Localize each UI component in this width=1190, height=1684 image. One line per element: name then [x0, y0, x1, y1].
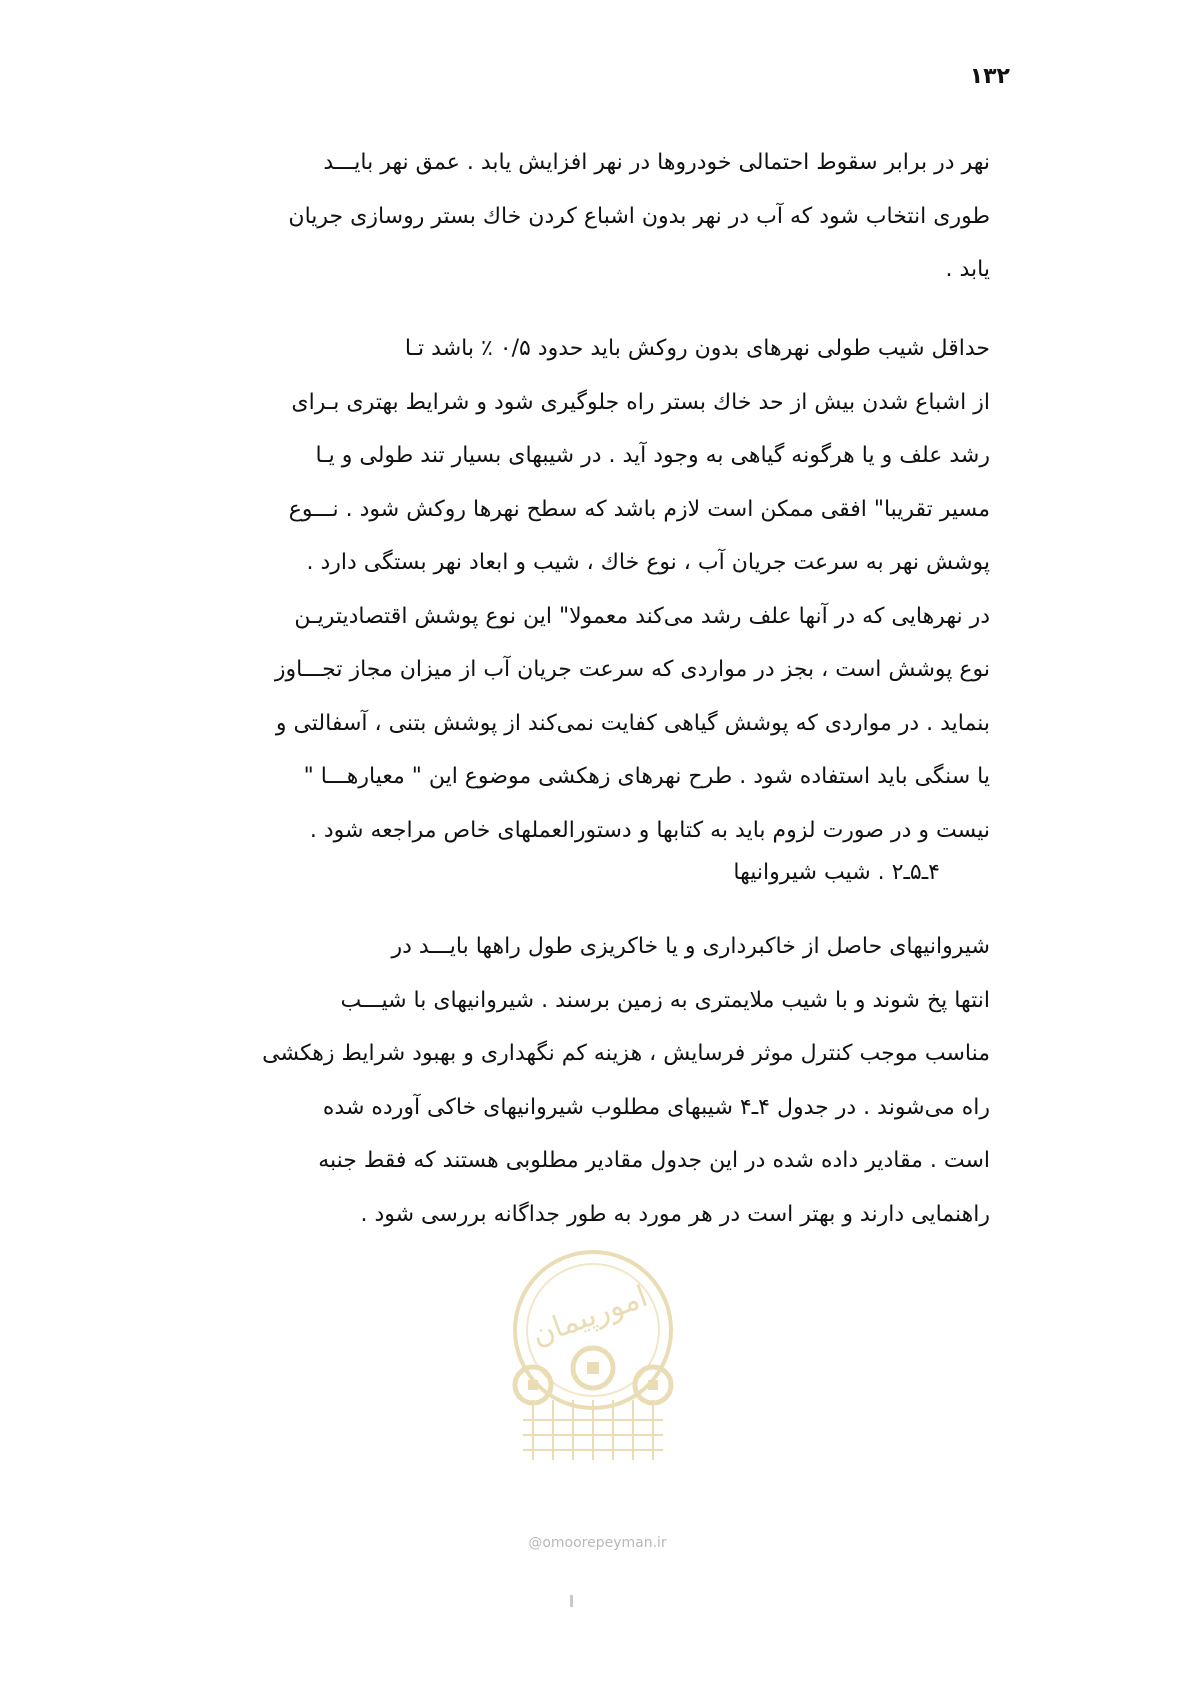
text-line: پوشش نهر به سرعت جریان آب ، نوع خاك ، شیب و ابعاد نهر بستگی دارد . [306, 550, 990, 575]
text-line: راهنمایی دارند و بهتر است در هر مورد به طور جداگانه بررسی شود . [360, 1201, 990, 1227]
text-line: شیروانیهای حاصل از خاکبرداری و یا خاکریزی طول راهها بایـــد در [391, 934, 990, 959]
text-line: نیست و در صورت لزوم باید به کتابها و دستورالعملهای خاص مراجعه شود . [309, 817, 990, 843]
paragraph-3 [190, 920, 990, 1241]
paragraph-2 [190, 322, 990, 857]
text-line: مسیر تقریبا" افقی ممکن است لازم باشد که سطح نهرها روکش شود . نـــوع [288, 496, 990, 522]
text-line: بنماید . در مواردی که پوشش گیاهی کفایت نمی‌کند از پوشش بتنی ، آسفالتی و [275, 710, 990, 736]
text-line: یابد . [945, 257, 990, 282]
text-line: نوع پوشش است ، بجز در مواردی که سرعت جریان آب از میزان مجاز تجـــاوز [274, 657, 990, 682]
text-line: رشد علف و یا هرگونه گیاهی به وجود آید . در شیبهای بسیار تند طولی و یـا [315, 443, 990, 468]
logo-icon [493, 1250, 693, 1470]
watermark-site: @omoorepeyman.ir [528, 1535, 667, 1551]
text-line: نهر در برابر سقوط احتمالی خودروها در نهر افزایش یابد . عمق نهر بایـــد [323, 150, 990, 175]
text-line: از اشباع شدن بیش از حد خاك بستر راه جلوگیری شود و شرایط بهتری بـرای [291, 389, 990, 415]
paragraph-1 [190, 136, 990, 297]
text-line: انتها پخ شوند و با شیب ملایمتری به زمین برسند . شیروانیهای با شیـــب [340, 987, 990, 1013]
text-line: حداقل شیب طولی نهرهای بدون روکش باید حدود ۰/۵ ٪ باشد تـا [404, 336, 990, 361]
watermark-logo [493, 1250, 693, 1470]
text-line: یا سنگی باید استفاده شود . طرح نهرهای زهکشی موضوع این " معیارهـــا " [303, 764, 990, 789]
text-line: مناسب موجب کنترل موثر فرسایش ، هزینه کم نگهداری و بهبود شرایط زهکشی [262, 1041, 990, 1066]
section-heading: ۴ـ۵ـ۲ . شیب شیروانیها [733, 860, 940, 885]
text-line: است . مقادیر داده شده در این جدول مقادیر مطلوبی هستند که فقط جنبه [318, 1148, 990, 1173]
text-line: طوری انتخاب شود که آب در نهر بدون اشباع کردن خاك بستر روسازی جریان [288, 203, 990, 229]
scan-mark [570, 1595, 573, 1607]
text-line: راه می‌شوند . در جدول ۴ـ۴ شیبهای مطلوب شیروانیهای خاکی آورده شده [322, 1094, 990, 1120]
svg-text:امورپیمان: امورپیمان [527, 1279, 653, 1354]
page-number: ۱۳۲ [969, 64, 1010, 89]
text-line: در نهرهایی که در آنها علف رشد می‌کند معمولا" این نوع پوشش اقتصادیتریـن [294, 603, 990, 629]
